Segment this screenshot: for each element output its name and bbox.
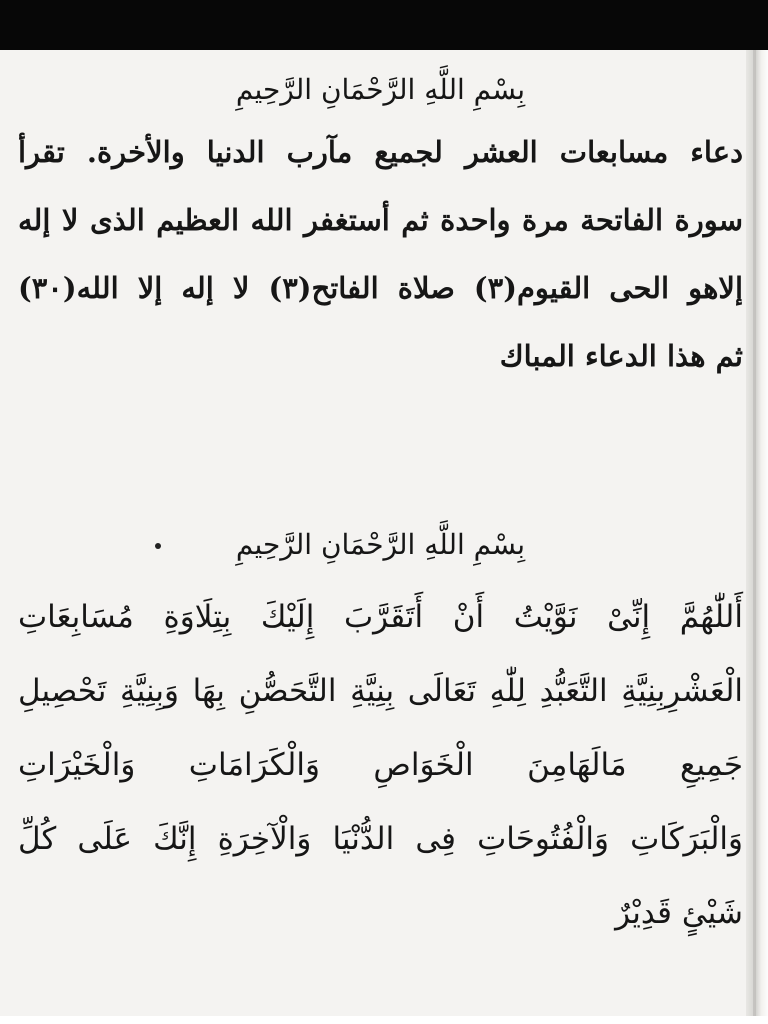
intro-line: دعاء مسابعات العشر لجميع مآرب الدنيا والأخرة. تقرأ [18, 135, 743, 169]
prayer-line: وَالْبَرَكَاتِ وَالْفُتُوحَاتِ فِى الدُّنْيَا وَالْآخِرَةِ إِنَّكَ عَلَى كُلِّ [18, 821, 743, 857]
intro-line: ثم هذا الدعاء المباك [499, 339, 743, 373]
basmala-heading: بِسْمِ اللَّهِ الرَّحْمَانِ الرَّحِيمِ [235, 73, 526, 106]
intro-section [18, 62, 743, 390]
prayer-section [18, 510, 743, 950]
prayer-line: جَمِيعِ مَالَهَامِنَ الْخَوَاصِ وَالْكَرَامَاتِ وَالْخَيْرَاتِ [18, 747, 743, 783]
prayer-line: الْعَشْرِبِنِيَّةِ التَّعَبُّدِ لِلّٰهِ تَعَالَى بِنِيَّةِ التَّحَصُّنِ بِهَا وَبِنِيَّةِ تَحْصِيلِ [18, 673, 743, 709]
top-dark-band [0, 0, 768, 50]
page-content [18, 62, 743, 950]
page-edge-shadow [753, 50, 756, 1024]
section-gap [18, 390, 743, 510]
basmala-heading: بِسْمِ اللَّهِ الرَّحْمَانِ الرَّحِيمِ [235, 528, 526, 561]
dot-mark [155, 543, 161, 549]
intro-line: سورة الفاتحة مرة واحدة ثم أستغفر الله العظيم الذى لا إله [18, 203, 743, 237]
prayer-line: شَيْئٍ قَدِيْرٌ [615, 895, 743, 931]
intro-line: إلاهو الحى القيوم(٣) صلاة الفاتح(٣) لا إله إلا الله(٣٠) [18, 271, 743, 305]
page-edge [746, 50, 768, 1024]
prayer-line: أَللّٰهُمَّ إِنِّىْ نَوَّيْتُ أَنْ أَتَقَرَّبَ إِلَيْكَ بِتِلَاوَةِ مُسَابِعَاتِ [18, 599, 743, 635]
bottom-edge [0, 1016, 768, 1024]
